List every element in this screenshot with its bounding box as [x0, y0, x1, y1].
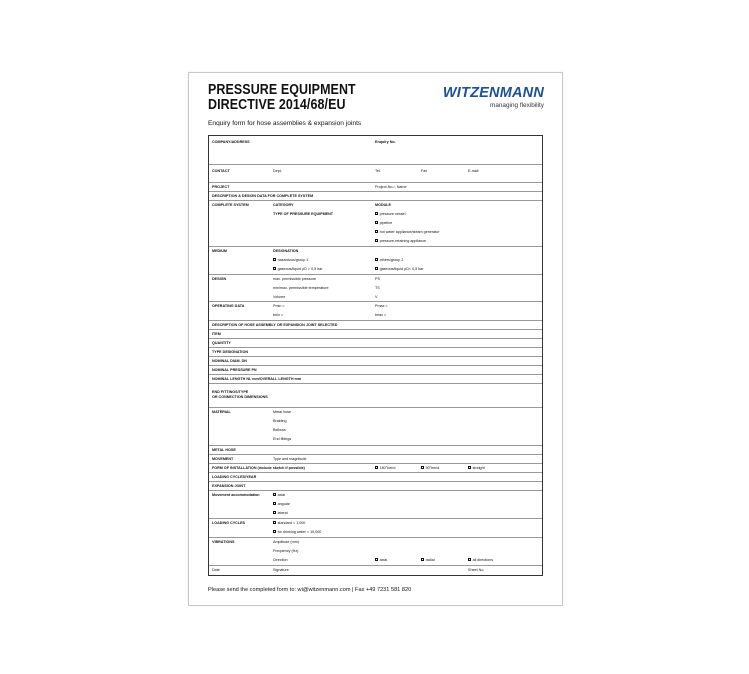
movement-accommodation-label: Movement accommodation	[212, 492, 260, 497]
quantity-label: QUANTITY	[212, 340, 231, 345]
ps-label: PS	[375, 276, 380, 281]
axial-label: axial	[277, 492, 286, 497]
checkbox[interactable]	[375, 466, 378, 469]
movement-accommodation-row	[209, 490, 542, 519]
complete-system-row	[209, 200, 542, 247]
t-max-label: tmax =	[375, 312, 387, 317]
design-row	[209, 274, 542, 302]
checkbox[interactable]	[468, 558, 471, 561]
end-fittings-label-2: OR CONNECTION DIMENSIONS	[212, 395, 268, 399]
lateral-label: lateral	[277, 510, 288, 515]
design-data-heading: DESCRIPTION & DESIGN DATA FOR COMPLETE SYSTEM	[212, 193, 314, 198]
checkbox[interactable]	[273, 493, 276, 496]
contact-label: CONTACT	[212, 169, 230, 173]
gaseous-gt-option[interactable]	[273, 267, 323, 272]
company-address-label: COMPANY/ADDRESS	[212, 140, 250, 144]
designation-label: DESIGNATION	[273, 248, 299, 253]
end-fittings-label-1: END FITTINGS/TYPE	[212, 390, 249, 394]
type-designation-label: TYPE DESIGNATION	[212, 349, 248, 354]
volume-label: Volume	[273, 294, 286, 299]
nominal-diam-label: NOMINAL DIAM. DN	[212, 358, 247, 363]
pressure-retaining-option[interactable]	[375, 239, 426, 244]
radial-label: radial	[425, 557, 435, 562]
v-label: V	[375, 294, 378, 299]
all-directions-option[interactable]	[468, 558, 493, 563]
checkbox[interactable]	[468, 466, 471, 469]
gaseous-lt-option[interactable]	[375, 267, 424, 272]
nominal-length-label: NOMINAL LENGTH NL mm/OVERALL LENGTH mm	[212, 376, 302, 381]
metal-hose-label: Metal hose	[273, 409, 292, 414]
enquiry-no-label: Enquiry No.	[375, 140, 396, 144]
material-row	[209, 407, 542, 446]
amplitude-label: Amplitude (mm)	[273, 539, 300, 544]
loading-cycles-label: LOADING CYCLES	[212, 520, 245, 525]
material-label: MATERIAL	[212, 409, 231, 414]
vibrations-row	[209, 537, 542, 566]
hotwater-option[interactable]	[375, 230, 439, 235]
loading-cycles-year-label: LOADING CYCLES/YEAR	[212, 474, 257, 479]
operating-data-row	[209, 301, 542, 321]
checkbox[interactable]	[375, 267, 378, 270]
bend90-option[interactable]	[421, 466, 439, 471]
complete-system-label: COMPLETE SYSTEM	[212, 202, 249, 207]
metal-hose-section-label: METAL HOSE	[212, 447, 236, 452]
project-no-label: Project-No./- Name	[375, 184, 407, 189]
hotwater-label: hot water appliance/steam generator	[379, 229, 440, 234]
type-magnitude-label: Type and magnitude	[273, 456, 307, 461]
checkbox[interactable]	[375, 558, 378, 561]
expansion-joint-label: EXPANSION JOINT	[212, 483, 246, 488]
drinking-water-option[interactable]	[273, 530, 321, 535]
pipeline-option[interactable]	[375, 221, 392, 226]
email-label: E-mail	[468, 169, 479, 173]
item-label: ITEM	[212, 331, 221, 336]
straight-option[interactable]	[468, 466, 485, 471]
vibrations-label: VIBRATIONS	[212, 539, 235, 544]
gaseous-gt-label: gaseous/liquid pD > 0,5 bar	[277, 266, 323, 271]
checkbox[interactable]	[273, 521, 276, 524]
frequency-label: Frequency (Hz)	[273, 548, 299, 553]
ts-label: TS	[375, 285, 380, 290]
tel-label: Tel.	[375, 169, 381, 173]
module-label: MODULE	[375, 202, 391, 207]
checkbox[interactable]	[273, 530, 276, 533]
checkbox[interactable]	[375, 239, 378, 242]
signature-row	[209, 565, 542, 577]
checkbox[interactable]	[421, 466, 424, 469]
operating-data-label: OPERATING DATA	[212, 303, 245, 308]
radial-option[interactable]	[421, 558, 435, 563]
all-directions-label: all directions	[472, 557, 494, 562]
gaseous-lt-label: gaseous/liquid pD< 0,5 bar	[379, 266, 424, 271]
enquiry-form	[208, 135, 543, 576]
nominal-pressure-label: NOMINAL PRESSURE PN	[212, 367, 257, 372]
axial-direction-label: axial	[379, 557, 388, 562]
page-title	[208, 83, 356, 113]
end-fittings-material-label: End fittings	[273, 436, 292, 441]
checkbox[interactable]	[273, 511, 276, 514]
project-label: PROJECT	[212, 184, 230, 189]
fax-label: Fax	[421, 169, 428, 173]
bend90-label: 90°bend	[425, 465, 440, 470]
others-option[interactable]	[375, 258, 403, 263]
title-line-2: DIRECTIVE 2014/68/EU	[208, 97, 346, 113]
direction-label: Direction	[273, 557, 288, 562]
axial-option[interactable]	[273, 493, 285, 498]
logo-tagline: managing flexibility	[490, 102, 544, 109]
t-min-label: tmin =	[273, 312, 284, 317]
angular-label: angular	[277, 501, 290, 506]
standard-label: standard = 1,000	[277, 520, 306, 525]
max-pressure-label: max. permissible pressure	[273, 276, 317, 281]
checkbox[interactable]	[375, 221, 378, 224]
checkbox[interactable]	[273, 502, 276, 505]
minmax-temp-label: min/max. permissible temperature	[273, 285, 329, 290]
standard-option[interactable]	[273, 521, 305, 526]
loading-cycles-row	[209, 518, 542, 538]
hazardous-label: hazardous/group 1	[277, 257, 309, 262]
medium-row	[209, 246, 542, 275]
pressure-retaining-label: pressure-retaining appliance	[379, 238, 427, 243]
company-row	[209, 136, 542, 164]
lateral-option[interactable]	[273, 511, 288, 516]
logo-brand: WITZENMANN	[442, 85, 544, 101]
checkbox[interactable]	[273, 267, 276, 270]
p-max-label: Pmax =	[375, 303, 388, 308]
straight-label: straight	[472, 465, 485, 470]
desc-hose-heading: DESCRIPTION OF HOSE ASSEMBLY OR EXPANSION JOINT SELECTED	[212, 322, 338, 327]
end-fittings-row	[209, 383, 542, 408]
signature-label: Signature	[273, 567, 289, 572]
medium-label: MEDIUM	[212, 248, 227, 253]
bend180-label: 180°bend	[379, 465, 396, 470]
others-label: others/group 2	[379, 257, 404, 262]
form-installation-label: FORM OF INSTALLATION (include sketch if possible)	[212, 465, 305, 470]
date-label: Date	[212, 567, 220, 572]
angular-option[interactable]	[273, 502, 290, 507]
design-label: DESIGN	[212, 276, 227, 281]
braiding-label: Braiding	[273, 418, 287, 423]
checkbox[interactable]	[273, 258, 276, 261]
checkbox[interactable]	[375, 258, 378, 261]
pressure-vessel-option[interactable]	[375, 212, 405, 217]
axial-direction-option[interactable]	[375, 558, 387, 563]
p-min-label: Pmin =	[273, 303, 285, 308]
checkbox[interactable]	[375, 230, 378, 233]
subtitle: Enquiry form for hose assemblies & expansion joints	[208, 120, 362, 127]
dept-label: Dept.	[273, 169, 282, 173]
drinking-water-label: for drinking water = 10,000	[277, 529, 322, 534]
checkbox[interactable]	[421, 558, 424, 561]
footer-contact: Please send the completed form to: wi@witzenmann.com | Fax +49 7231 581 820	[208, 587, 412, 593]
bellows-label: Bellows	[273, 427, 286, 432]
hazardous-option[interactable]	[273, 258, 308, 263]
title-line-1: PRESSURE EQUIPMENT	[208, 82, 356, 98]
pipeline-label: pipeline	[379, 220, 393, 225]
sheet-no-label: Sheet No.	[468, 567, 485, 572]
pressure-vessel-label: pressure vessel	[379, 211, 406, 216]
checkbox[interactable]	[375, 212, 378, 215]
movement-label: MOVEMENT	[212, 456, 234, 461]
type-of-pe-label: TYPE OF PRESSURE EQUIPMENT	[273, 211, 334, 216]
form-sheet	[188, 72, 563, 606]
contact-row	[209, 164, 542, 183]
witzenmann-logo	[443, 85, 544, 109]
bend180-option[interactable]	[375, 466, 395, 471]
category-label: CATEGORY	[273, 202, 294, 207]
